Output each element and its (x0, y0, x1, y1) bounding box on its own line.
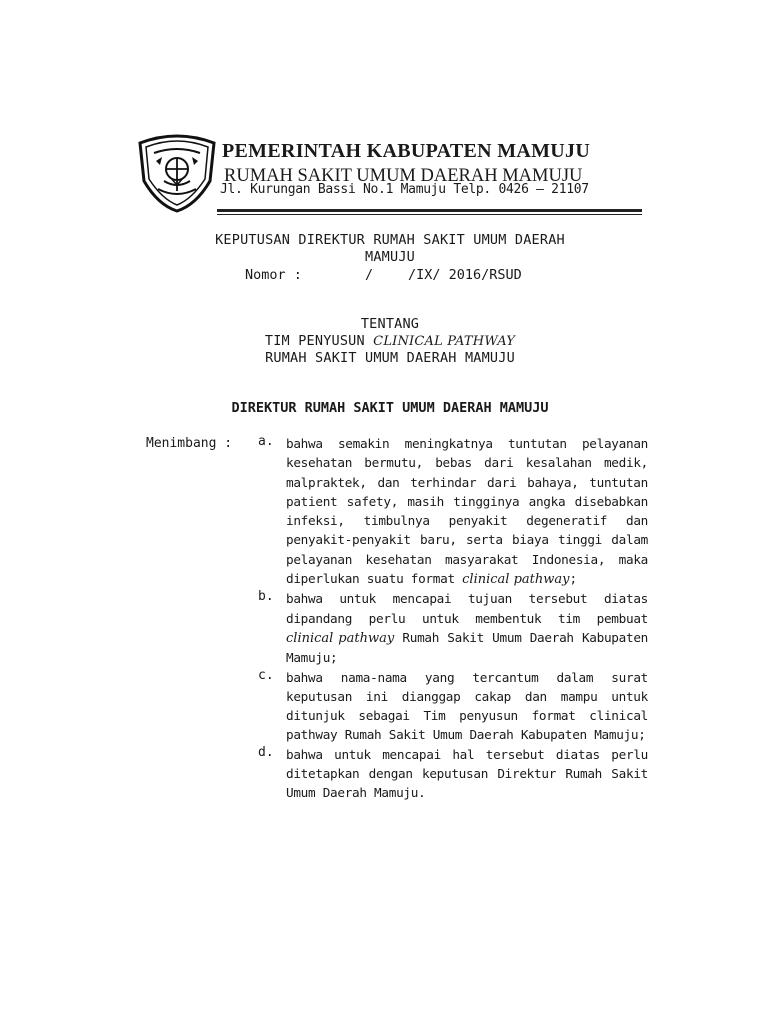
menimbang-label: Menimbang : (146, 436, 233, 451)
item-b-italic: clinical pathway (286, 630, 395, 646)
list-marker: d. (258, 744, 274, 760)
item-d-text: bahwa untuk mencapai hal tersebut diatas perlu ditetapkan dengan keputusan Direktur Rumah Sakit Umum Daerah Mamuju. (286, 746, 648, 801)
list-item-text (286, 668, 648, 745)
list-item-text (286, 589, 648, 667)
list-item (258, 589, 648, 667)
list-item (258, 668, 648, 745)
item-a-italic: clinical pathway (462, 572, 570, 588)
item-c-text: bahwa nama-nama yang tercantum dalam surat keputusan ini dianggap cakap dan mampu untuk ditunjuk sebagai Tim penyusun format clinical pathway Rumah Sakit Umum Daerah Kabupaten Mamuju; (286, 669, 648, 743)
list-item (258, 434, 648, 589)
director-heading: DIREKTUR RUMAH SAKIT UMUM DAERAH MAMUJU (231, 400, 549, 416)
decree-title-line1: KEPUTUSAN DIREKTUR RUMAH SAKIT UMUM DAERAH (215, 232, 565, 248)
mamuju-crest-logo (136, 131, 218, 213)
tentang-heading: TENTANG (360, 316, 420, 332)
list-item (258, 745, 648, 803)
decree-subject-line1 (150, 333, 630, 349)
item-b-text: bahwa untuk mencapai tujuan tersebut diatas dipandang perlu untuk membentuk tim pembuat (286, 591, 648, 626)
hospital-name: RUMAH SAKIT UMUM DAERAH MAMUJU (224, 166, 583, 186)
government-name: PEMERINTAH KABUPATEN MAMUJU (222, 140, 591, 162)
list-marker: b. (258, 589, 274, 605)
letterhead-rule-thin (217, 214, 642, 215)
subject-italic: CLINICAL PATHWAY (373, 334, 516, 349)
menimbang-list (258, 434, 648, 803)
subject-prefix: TIM PENYUSUN (264, 333, 374, 349)
nomor-label: Nomor : (245, 267, 302, 283)
decree-title-line2: MAMUJU (365, 249, 415, 265)
item-b-tail: Rumah Sakit Umum Daerah Kabupaten Mamuju; (286, 629, 648, 666)
nomor-value: /IX/ 2016/RSUD (408, 267, 522, 283)
list-marker: a. (258, 434, 274, 449)
decree-subject-line2: RUMAH SAKIT UMUM DAERAH MAMUJU (265, 350, 515, 366)
nomor-separator: / (365, 267, 374, 283)
list-item-text (286, 745, 648, 803)
list-item-text (286, 434, 648, 589)
list-marker: c. (258, 667, 274, 683)
hospital-address: Jl. Kurungan Bassi No.1 Mamuju Telp. 0426 – 21107 (220, 182, 589, 197)
item-a-tail: ; (569, 571, 577, 587)
letterhead-rule-thick (217, 209, 642, 212)
item-a-text: bahwa semakin meningkatnya tuntutan pelayanan kesehatan bermutu, bebas dari kesalahan medik, malpraktek, dan terhindar dari bahaya, tuntutan patient safety, masih tingginya angka disebabkan infeksi, timbulnya penyakit degeneratif dan penyakit-penyakit baru, serta biaya tinggi dalam pelayanan kesehatan masyarakat Indonesia, maka diperlukan suatu format (286, 436, 648, 587)
